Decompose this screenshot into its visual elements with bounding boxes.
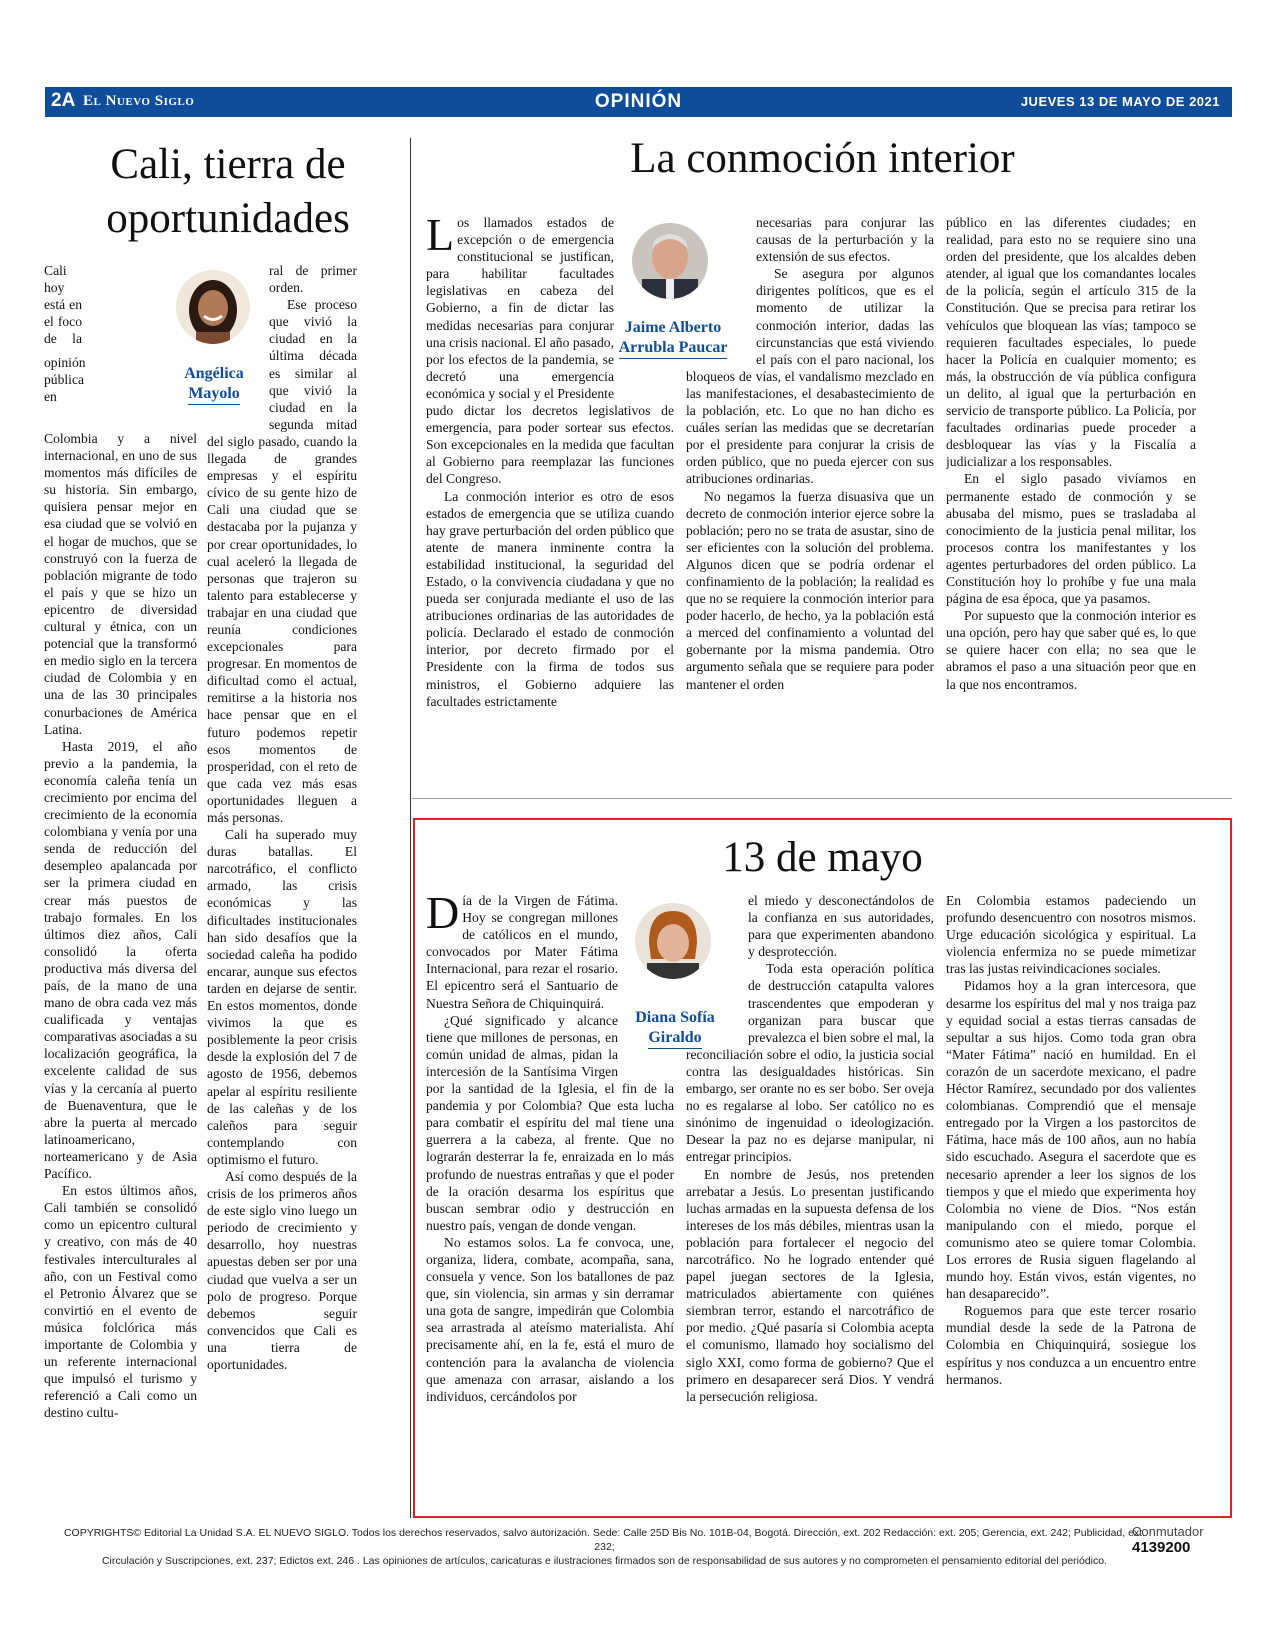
- left-article-column-2: [207, 262, 357, 1482]
- author-last-name: Arrubla Paucar: [619, 338, 728, 359]
- paragraph: Toda esta operación política de destrucción catapulta valores trascendentes que empoderan y organizan para buscar que prevalezca el bien sobre el mal, la reconciliación sobre el odio, la justicia social contra las desigualdades históricas. Sin embargo, ser orante no es ser bobo. Ser oveja no es regalarse al lobo. Ser católico no es sinónimo de ingenuidad o ideologización. Desear la paz no es dejarse manipular, ni entregar principios.: [686, 961, 934, 1165]
- paragraph: Cali hoy está en el foco de la opinión pública en Colombia y a nivel internacional, en uno de sus momentos más difíciles de su historia. Sin embargo, quisiera pensar mejor en esa ciudad que se volvió en el hogar de muchos, que se construyó con la fuerza de población migrante de todo el país y que se hizo un epicentro de diversidad cultural y étnica, con un potencial que la transformó en medio siglo en la tercera ciudad de Colombia y en una de las 30 principales conurbaciones de América Latina.: [44, 263, 197, 737]
- left-article-title: Cali, tierra de oportunidades: [106, 141, 350, 242]
- footer-line-1: COPYRIGHTS© Editorial La Unidad S.A. EL NUEVO SIGLO. Todos los derechos reservados, salvo autorización. Sede: Calle 25D Bis No. 101B-04, Bogotá. Dirección, ext. 202 Redacción: ext. 205; Gerencia, ext. 242; Publicidad, ext. 232;: [63, 1527, 1146, 1553]
- issue-date: JUEVES 13 DE MAYO DE 2021: [1020, 94, 1220, 109]
- section-divider: [412, 798, 1232, 799]
- paragraph: No estamos solos. La fe convoca, une, organiza, lidera, combate, acompaña, sana, consuela y vence. Son los batallones de paz que, sin violencia, sin armas y sin derramar una gota de sangre, impedirán que Colombia sea arrastrada al ateísmo materialista. Ahí precisamente ahí, en la fe, está el muro de contención para la avalancha de violencia que amenaza con arrasar, aislando a los individuos, cercándolos por: [426, 1234, 674, 1404]
- main-article-column-1: [426, 214, 674, 774]
- box-article-column-1: [426, 892, 674, 1504]
- column-divider: [410, 138, 411, 1518]
- section-title: OPINIÓN: [594, 91, 683, 112]
- switchboard-label: Conmutador: [1132, 1524, 1204, 1539]
- main-article-title: La conmoción interior: [630, 135, 1015, 182]
- paragraph: En el siglo pasado vivíamos en permanente estado de conmoción y se abusaba del mismo, pues se trasladaba al conocimiento de la justicia penal militar, los procesos contra los manifestantes y los agentes perturbadores del orden público. La Constitución hoy lo prohíbe y fue una mala página de esa época, que ya pasamos.: [946, 471, 1196, 607]
- paragraph: Hasta 2019, el año previo a la pandemia, la economía caleña tenía un crecimiento por encima del crecimiento de la economía colombiana y venía por una senda de reducción del desempleo apalancada por ser la primera ciudad en crear más puestos de trabajo formales. En los últimos diez años, Cali consolidó la oferta productiva más diversa del país, de la mano de una mano de obra cada vez más cualificada y ventajas comparativas asociadas a su localización geográfica, la excelente calidad de sus vías y la cercanía al puerto de Buenaventura, que le abre la puerta al mercado latinoamericano, norteamericano y de Asia Pacífico.: [44, 738, 197, 1182]
- paragraph: ¿Qué significado y alcance tiene que millones de personas, en común unidad de almas, pidan la intercesión de la Santísima Virgen por la santidad de la Iglesia, el fin de la pandemia y por Colombia? Que esta lucha para combatir el espíritu del mal tiene una guerrera a la cabeza, al frente. Que no lograrán desterrar la fe, enraizada en lo más profundo de nuestras entrañas y que el poder de la oración desarma los espíritus que buscan sembrar odio y destrucción en nuestro país, vengan de donde vengan.: [426, 1012, 674, 1233]
- paragraph: Cali ha superado muy duras batallas. El narcotráfico, el conflicto armado, las crisis económicas y las dificultades institucionales han sido desafíos que la sociedad caleña ha podido encarar, aunque sus efectos tarden en dejarse de sentir. En estos momentos, donde vivimos la que es posiblemente la peor crisis desde la explosión del 7 de agosto de 1956, debemos apelar al espíritu resiliente de las caleñas y de los caleños para seguir contemplando con optimismo el futuro.: [207, 827, 357, 1167]
- paragraph: Día de la Virgen de Fátima. Hoy se congregan millones de católicos en el mundo, convocados por Mater Fátima Internacional, para rezar el rosario. El epicentro será el Santuario de Nuestra Señora de Chiquinquirá.: [426, 892, 618, 1011]
- box-article-column-3: [946, 892, 1196, 1504]
- paragraph: el miedo y desconectándolos de la confianza en sus autoridades, para que experimenten abandono y desprotección.: [748, 893, 934, 960]
- paragraph: público en las diferentes ciudades; en realidad, para esto no se requiere sino una orden del presidente, que los alcaldes deben atender, al igual que los comandantes locales de la policía, según el artículo 315 de la Constitución. Que se precisa para retirar los vehículos que bloquean las vías; tampoco se requieren facultades especiales, lo puede hacer la Policía en cualquier momento; es más, la obstrucción de vía pública configura un delito, al igual que la perturbación en servicio de transporte público. La Policía, por facultades ordinarias puede proceder a desbloquear las vías y la Fiscalía a judicializar a los responsables.: [946, 215, 1196, 470]
- main-article-column-2: [686, 214, 934, 774]
- author-first-name: Jaime Alberto: [624, 319, 722, 336]
- paragraph: ral de primer orden.: [269, 263, 357, 296]
- author-first-name: Angélica: [184, 365, 244, 382]
- left-article-column-1: [44, 262, 197, 1482]
- paragraph: Ese proceso que vivió la ciudad en la última década es similar al que vivió la ciudad en la segunda mitad del siglo pasado, cuando la llegada de grandes empresas y el espíritu cívico de su gente hizo de Cali una ciudad que se destacaba por la pujanza y por crear oportunidades, lo cual aceleró la llegada de personas que trajeron su talento para establecerse y trabajar en una ciudad que reunía condiciones excepcionales para progresar. En momentos de dificultad como el actual, remitirse a la historia nos hace pensar que en el futuro podemos repetir esos momentos de prosperidad, con el reto de que cada vez más esas oportunidades lleguen a más personas.: [207, 297, 357, 825]
- paragraph: necesarias para conjurar las causas de la perturbación y la extensión de sus efectos.: [756, 215, 934, 265]
- paragraph: La conmoción interior es otro de esos estados de emergencia que se utiliza cuando hay grave perturbación del orden público que atente de manera inminente contra la estabilidad institucional, la seguridad del Estado, o la convivencia ciudadana y que no pueda ser conjurada mediante el uso de las atribuciones ordinarias de las autoridades de policía. Declarado el estado de conmoción interior, por decreto firmado por el Presidente con la firma de todos sus ministros, el Gobierno adquiere las facultades estrictamente: [426, 488, 674, 709]
- paragraph: En estos últimos años, Cali también se consolidó como un epicentro cultural y creativo, con más de 40 festivales interculturales al año, con un Festival como el Petronio Álvarez que se convirtió en el evento de música folclórica más importante de Colombia y un referente internacional que impulsó el turismo y referenció a Cali como un destino cultu-: [44, 1183, 197, 1421]
- paragraph: No negamos la fuerza disuasiva que un decreto de conmoción interior ejerce sobre la población; pero no se trata de asustar, sino de ser eficientes con la solución del problema. Algunos dicen que se podría ordenar el confinamiento de la población; la realidad es que no se requiere la conmoción interior para poder hacerlo, de hecho, ya la población está a merced del confinamiento a voluntad del gobernante por la misma pandemia. Otro argumento señala que se requiere para poder mantener el orden: [686, 488, 934, 692]
- paragraph: En Colombia estamos padeciendo un profundo desencuentro con nosotros mismos. Urge educación sicológica y espiritual. La violencia enfermiza no se puede mimetizar tras las justas reivindicaciones sociales.: [946, 893, 1196, 977]
- footer-line-2: Circulación y Suscripciones, ext. 237; Edictos ext. 246 . Las opiniones de artículos, caricaturas e ilustraciones firmados son de responsabilidad de sus autores y no comprometen el pensamiento editorial del periódico.: [101, 1555, 1108, 1567]
- page-number: 2A: [51, 90, 76, 111]
- paragraph: Roguemos para que este tercer rosario mundial desde la sede de la Patrona de Colombia en Chiquinquirá, sosiegue los espíritus y nos conduzca a un encuentro entre hermanos.: [946, 1303, 1196, 1387]
- switchboard-number: 4139200: [1132, 1539, 1191, 1556]
- box-article-column-2: [686, 892, 934, 1504]
- main-article-column-3: [946, 214, 1196, 774]
- box-article-title: 13 de mayo: [722, 834, 923, 881]
- paragraph: Los llamados estados de excepción o de emergencia constitucional se justifican, para habilitar facultades legislativas en cabeza del Gobierno, a fin de dictar las medidas necesarias para conjurar una crisis nacional. El año pasado, por los efectos de la pandemia, se decretó una emergencia económica y social y el Presidente pudo dictar los decretos legislativos de emergencia, para poder sortear sus efectos. Son excepcionales en la medida que facultan al Gobierno para reemplazar las funciones del Congreso.: [426, 214, 674, 487]
- author-last-name: Giraldo: [648, 1028, 701, 1049]
- switchboard-box: [1132, 1524, 1242, 1556]
- author-last-name: Mayolo: [188, 384, 240, 405]
- paragraph: Por supuesto que la conmoción interior es una opción, pero hay que saber qué es, lo que se quiere hacer con ella; no sea que le abramos el paso a una situación peor que en la que nos encontramos.: [946, 608, 1196, 692]
- copyright-footer: [62, 1526, 1147, 1568]
- paragraph: Se asegura por algunos dirigentes políticos, que es el momento de utilizar la conmoción interior, dadas las circunstancias que está viviendo el país con el paro nacional, los bloqueos de vías, el vandalismo mezclado en las manifestaciones, el desabastecimiento de la población, etc. Lo que no han dicho es cuáles serían las medidas que se decretarían por el presidente para conjurar la crisis de orden público, que no pueda ejercer con sus atribuciones ordinarias.: [686, 266, 934, 487]
- brand-name: El Nuevo Siglo: [83, 93, 195, 109]
- page-header-bar: [45, 87, 1232, 117]
- paragraph: Así como después de la crisis de los primeros años de este siglo vino luego un periodo de crecimiento y desarrollo, hoy nuestras apuestas deben ser por una ciudad que vuelva a ser un polo de progreso. Porque debemos seguir convencidos que Cali es una tierra de oportunidades.: [207, 1168, 357, 1372]
- paragraph: Pidamos hoy a la gran intercesora, que desarme los espíritus del mal y nos traiga paz y equidad social a estas tierras cansadas de sepultar a sus hijos. Como toda gran obra “Mater Fátima” nació en humildad. En el corazón de un sacerdote mexicano, el padre Héctor Ramírez, secundado por dos valientes colombianas. Comprendió que el mensaje entregado por la Virgen a los pastorcitos de Fátima, hace más de 100 años, aun no había sido escuchado. Asegura el sacerdote que es necesario aprender a leer los signos de los tiempos y que el miedo que experimenta hoy Colombia no viene de Dios. “Nos están manipulando con el miedo, porque el comunismo ateo se quiere tomar Colombia. Los errores de Rusia siguen flagelando al mundo hoy. Están vivos, están vigentes, no han desaparecido”.: [946, 978, 1196, 1302]
- paragraph: En nombre de Jesús, nos pretenden arrebatar a Jesús. Lo presentan justificando luchas armadas en la supuesta defensa de los intereses de los más débiles, mientras usan la población para fortalecer el negocio del narcotráfico. No he logrado entender qué papel juegan sectores de la Iglesia, matriculados abiertamente con quiénes siembran terror, estando el narcotráfico de por medio. ¿Qué pasaría si Colombia acepta el comunismo, llamado hoy socialismo del siglo XXI, como forma de gobierno? Que el primero en desaparecer será Dios. Y vendrá la persecución religiosa.: [686, 1166, 934, 1404]
- author-first-name: Diana Sofía: [635, 1009, 715, 1026]
